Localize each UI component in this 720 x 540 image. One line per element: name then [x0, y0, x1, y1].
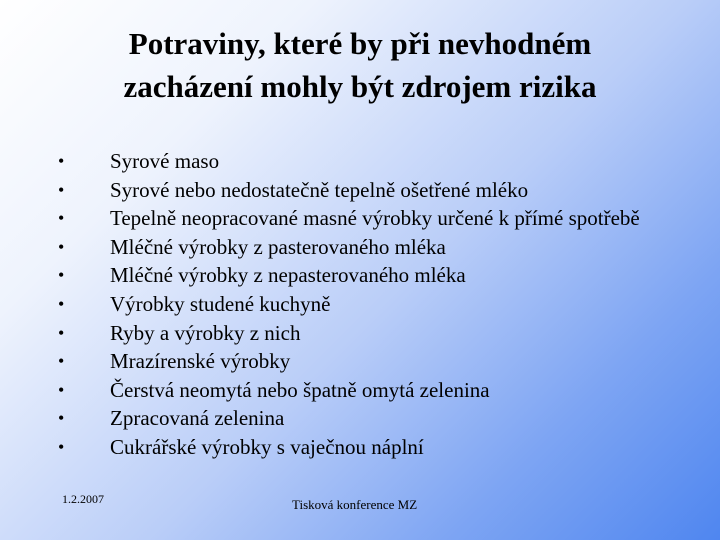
slide-footer: Tisková konference MZ [292, 497, 418, 512]
list-item [0, 350, 720, 374]
list-item-text: Zpracovaná zelenina [110, 406, 285, 431]
list-item-text: Mléčné výrobky z nepasterovaného mléka [110, 263, 466, 288]
list-item [0, 436, 720, 460]
list-item [0, 264, 720, 288]
bullet-list [0, 150, 720, 465]
list-item-text: Mléčné výrobky z pasterovaného mléka [110, 234, 446, 259]
bullet-icon: • [58, 322, 65, 343]
list-item [0, 322, 720, 346]
list-item [0, 179, 720, 203]
list-item [0, 379, 720, 403]
bullet-icon: • [58, 151, 65, 171]
list-item-text: Syrové maso [110, 149, 220, 173]
bullet-icon: • [58, 208, 65, 229]
list-item-text: Čerstvá neomytá nebo špatně omytá zelenina [110, 377, 490, 402]
slide-title-line-1: Potraviny, které by při nevhodném [128, 26, 592, 61]
list-item-text: Mrazírenské výrobky [110, 349, 291, 374]
list-item-text: Tepelně neopracované masné výrobky určené k přímé spotřebě [110, 206, 640, 231]
slide-date: 1.2.2007 [62, 492, 104, 506]
bullet-icon: • [58, 351, 65, 372]
slide-title-line-2: zacházení mohly být zdrojem rizika [123, 69, 597, 104]
bullet-icon: • [58, 236, 65, 257]
list-item-text: Cukrářské výrobky s vaječnou náplní [110, 434, 424, 459]
list-item-text: Výrobky studené kuchyně [110, 291, 331, 316]
list-item [0, 293, 720, 317]
slide-title [40, 22, 680, 108]
bullet-icon: • [58, 265, 65, 286]
bullet-icon: • [58, 408, 65, 429]
bullet-icon: • [58, 293, 65, 314]
list-item [0, 207, 720, 231]
list-item-text: Ryby a výrobky z nich [110, 320, 301, 345]
list-item-text: Syrové nebo nedostatečně tepelně ošetřené mléko [110, 177, 529, 202]
list-item [0, 236, 720, 260]
list-item [0, 407, 720, 431]
bullet-icon: • [58, 379, 65, 400]
bullet-icon: • [58, 179, 65, 200]
list-item [0, 150, 720, 174]
bullet-icon: • [58, 436, 65, 457]
